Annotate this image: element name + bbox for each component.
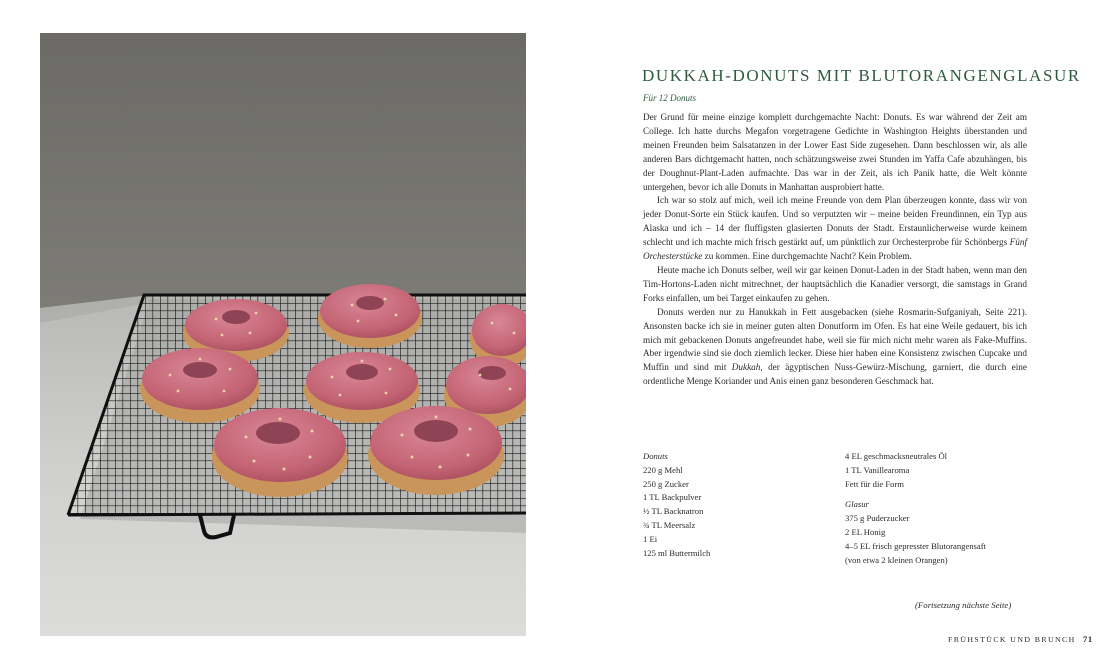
intro-paragraph — [643, 194, 1027, 264]
ingredient-item: 1 TL Vanillearoma — [845, 464, 910, 475]
ingredient-item: (von etwa 2 kleinen Orangen) — [845, 554, 948, 565]
ingredient-heading: Glasur — [845, 499, 869, 510]
donut-photo — [40, 33, 526, 636]
ingredient-item: 125 ml Buttermilch — [643, 547, 711, 558]
recipe-intro — [643, 111, 1027, 389]
intro-text: Heute mache ich Donuts selber, weil wir gar keinen Donut-Laden in der Stadt haben, wenn man den Tim-Hortons-Laden nicht mitrechnet, der hauptsächlich die Kanadier versorgt, die samstags in Grand Forks einfallen, um bei Target einkaufen zu gehen. — [643, 264, 1027, 303]
intro-text: Donuts werden nur zu Hanukkah in Fett ausgebacken (siehe Rosmarin-Sufganiyah, Seite 221). Ansonsten backe ich sie in meiner guten alten Donutform im Ofen. Es hat eine Weile gedauert, bis ich mich mit gebackenen Donuts angefreundet habe, weil sie für mich nicht mehr waren als Fake-Muffins. Aber irgendwie sind sie doch ziemlich lecker. Diese hier haben eine Konsistenz zwischen Cupcake und Muffin und sind mit — [643, 306, 1027, 373]
ingredient-item: 2 EL Honig — [845, 526, 886, 537]
ingredient-spacer — [845, 491, 1035, 498]
ingredients-right-column — [845, 450, 1035, 567]
ingredient-item: 4–5 EL frisch gepresster Blutorangensaft — [845, 540, 986, 551]
ingredient-item: 1 Ei — [643, 533, 658, 544]
intro-text: Ich war so stolz auf mich, weil ich meine Freunde von dem Plan überzeugen konnte, dass wir von jeder Donut-Sorte ein Stück kaufen. Und so verputzten wir – meine beiden Freundinnen, ein Typ aus Alaska und ich – 14 der fluffigsten glasierten Donuts der Stadt. Erstaunlicherweise wurde keinem schlecht und ich machte mich frisch gestärkt auf, um pünktlich zur Orchesterprobe für Schönbergs — [643, 195, 1027, 248]
ingredient-item: 250 g Zucker — [643, 478, 689, 489]
footer-section: FRÜHSTÜCK UND BRUNCH — [948, 635, 1076, 644]
intro-italic-text: Fünf Orchesterstücke — [643, 237, 1027, 262]
page-number: 71 — [1083, 634, 1093, 644]
recipe-title: DUKKAH-DONUTS MIT BLUTORANGENGLASUR — [642, 66, 1081, 85]
intro-text: zu kommen. Eine durchgemachte Nacht? Kein Problem. — [702, 251, 912, 262]
page-footer — [948, 634, 1093, 644]
recipe-yield: Für 12 Donuts — [643, 93, 697, 103]
donut-photo-illustration — [40, 33, 526, 636]
ingredients-left-column — [643, 450, 823, 560]
ingredient-item: 4 EL geschmacksneutrales Öl — [845, 451, 948, 461]
intro-paragraph — [643, 264, 1027, 306]
intro-text: Der Grund für meine einzige komplett durchgemachte Nacht: Donuts. Es war während der Zeit am College. Ich hatte durchs Megafon vorgetragene Gedichte in Washington Heights überstanden und meinen Freunden beim Salsatanzen in der Lower East Side zugesehen. Dann beschlossen wir, als alle anderen Bars dichtgemacht hatten, noch schätzungsweise zwei Stunden im Yaffa Cafe abzuhängen, bis der Doughnut-Plant-Laden aufmachte. Das war in der Zeit, als ich Panik hatte, die Welt könnte untergehen, bevor ich alle Donuts in Manhattan ausprobiert hatte. — [643, 112, 1027, 192]
continued-note: (Fortsetzung nächste Seite) — [915, 600, 1012, 610]
intro-paragraph — [643, 111, 1027, 194]
ingredient-item: ¾ TL Meersalz — [643, 519, 696, 530]
intro-text: , der ägyptischen Nuss-Gewürz-Mischung, garniert, die durch eine ordentliche Menge Koriander und Anis einen ganz besonderen Geschmack hat. — [643, 362, 1027, 387]
ingredient-item: ½ TL Backnatron — [643, 506, 704, 517]
ingredient-item: 375 g Puderzucker — [845, 513, 910, 524]
ingredient-heading: Donuts — [643, 451, 668, 461]
intro-paragraph — [643, 306, 1027, 389]
ingredient-item: 1 TL Backpulver — [643, 492, 702, 503]
ingredient-item: 220 g Mehl — [643, 464, 683, 475]
intro-italic-text: Dukkah — [731, 362, 761, 373]
ingredient-item: Fett für die Form — [845, 478, 904, 489]
